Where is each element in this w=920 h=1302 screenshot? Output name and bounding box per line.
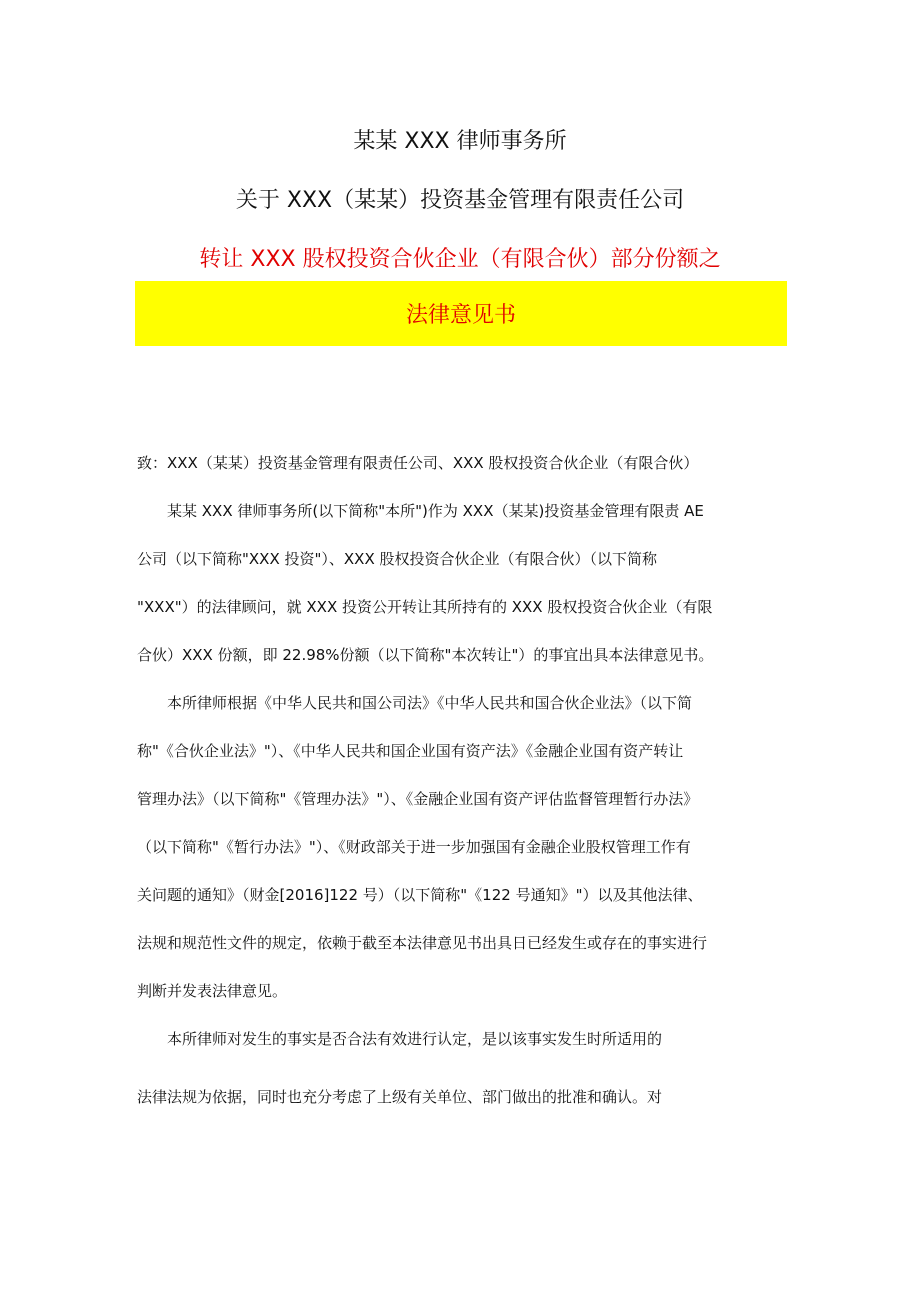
document-about-heading: 关于 XXX（某某）投资基金管理有限责任公司 [235,188,685,213]
document-type-heading: 法律意见书 [405,303,516,328]
paragraph-3-line-1: 本所律师对发生的事实是否合法有效进行认定，是以该事实发生时所适用的 [167,1030,663,1048]
paragraph-2-line-2: 称"《合伙企业法》"）、《中华人民共和国企业国有资产法》《金融企业国有资产转让 [137,742,684,760]
paragraph-3-line-2: 法律法规为依据，同时也充分考虑了上级有关单位、部门做出的批准和确认。对 [137,1088,663,1106]
paragraph-2-line-6: 法规和规范性文件的规定，依赖于截至本法律意见书出具日已经发生或存在的事实进行 [137,934,708,952]
paragraph-2-line-4: （以下简称"《暂行办法》"）、《财政部关于进一步加强国有金融企业股权管理工作有 [137,838,691,856]
paragraph-2-line-5: 关问题的通知》（财金[2016]122 号）（以下简称"《122 号通知》"）以及其他法律、 [137,886,703,904]
paragraph-2-line-3: 管理办法》（以下简称"《管理办法》"）、《金融企业国有资产评估监督管理暂行办法》 [137,790,699,808]
paragraph-2-line-7: 判断并发表法律意见。 [137,982,288,1000]
paragraph-1-line-2: 公司（以下简称"XXX 投资"）、XXX 股权投资合伙企业（有限合伙）（以下简称 [137,550,657,568]
paragraph-1-line-1: 某某 XXX 律师事务所(以下简称"本所")作为 XXX（某某)投资基金管理有限责 AE [167,502,704,520]
paragraph-2-line-1: 本所律师根据《中华人民共和国公司法》《中华人民共和国合伙企业法》（以下简 [167,694,693,712]
paragraph-1-line-4: 合伙）XXX 份额，即 22.98%份额（以下简称"本次转让"）的事宜出具本法律意见书。 [137,646,714,664]
firm-name-heading: 某某 XXX 律师事务所 [353,129,567,154]
document-subject-heading: 转让 XXX 股权投资合伙企业（有限合伙）部分份额之 [199,247,721,272]
paragraph-1-line-3: "XXX"）的法律顾问，就 XXX 投资公开转让其所持有的 XXX 股权投资合伙企业（有限 [137,598,713,616]
document-type-highlight [135,281,787,346]
addressee-line: 致：XXX（某某）投资基金管理有限责任公司、XXX 股权投资合伙企业（有限合伙） [137,454,699,472]
